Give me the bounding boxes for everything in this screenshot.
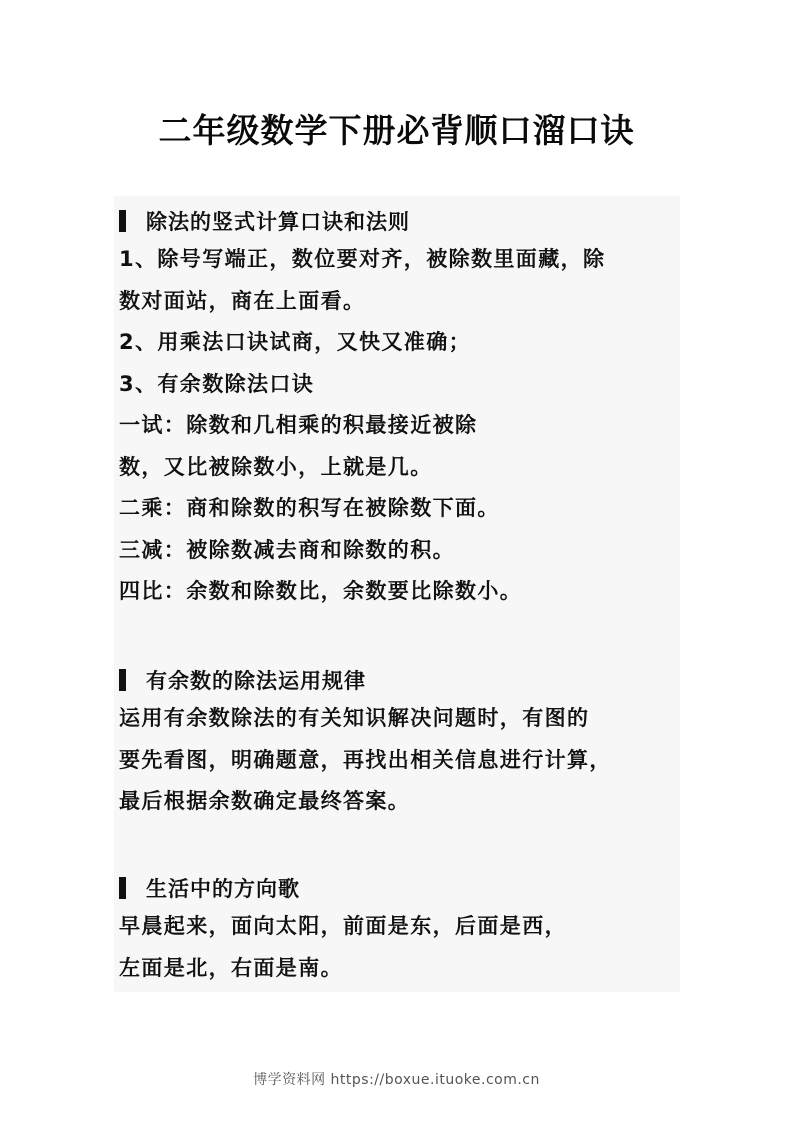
section-remainder-division [119, 662, 699, 823]
text-line: 数对面站，商在上面看。 [119, 288, 366, 313]
heading-bar-icon [119, 210, 126, 232]
text-line: 数，又比被除数小，上就是几。 [119, 454, 433, 479]
text-line: 早晨起来，面向太阳，前面是东，后面是西， [119, 914, 567, 938]
footer-source: 博学资料网 https://boxue.ituoke.com.cn [253, 1072, 540, 1088]
text-line: 1、除号写端正，数位要对齐，被除数里面藏，除 [119, 247, 606, 271]
text-line: 3、有余数除法口诀 [119, 371, 315, 396]
section-heading-text: 有余数的除法运用规律 [146, 669, 366, 693]
text-line: 二乘：商和除数的积写在被除数下面。 [119, 496, 500, 520]
text-line: 最后根据余数确定最终答案。 [119, 789, 411, 813]
text-line: 一试：除数和几相乘的积最接近被除 [119, 413, 478, 437]
text-line: 要先看图，明确题意，再找出相关信息进行计算， [119, 747, 612, 772]
section-heading [119, 203, 699, 239]
section-heading [119, 870, 699, 906]
text-line: 2、用乘法口诀试商，又快又准确； [119, 330, 472, 354]
section-heading-text: 除法的竖式计算口诀和法则 [146, 210, 410, 234]
text-line: 四比：余数和除数比，余数要比除数小。 [119, 579, 523, 603]
section-direction-song [119, 870, 699, 989]
section-heading [119, 662, 699, 698]
heading-bar-icon [119, 877, 126, 899]
page-title: 二年级数学下册必背顺口溜口诀 [158, 111, 635, 150]
section-division-vertical [119, 203, 699, 613]
heading-bar-icon [119, 669, 126, 691]
section-heading-text: 生活中的方向歌 [146, 877, 300, 901]
text-line: 三减：被除数减去商和除数的积。 [119, 537, 455, 562]
text-line: 运用有余数除法的有关知识解决问题时，有图的 [119, 706, 590, 730]
text-line: 左面是北，右面是南。 [119, 955, 343, 980]
